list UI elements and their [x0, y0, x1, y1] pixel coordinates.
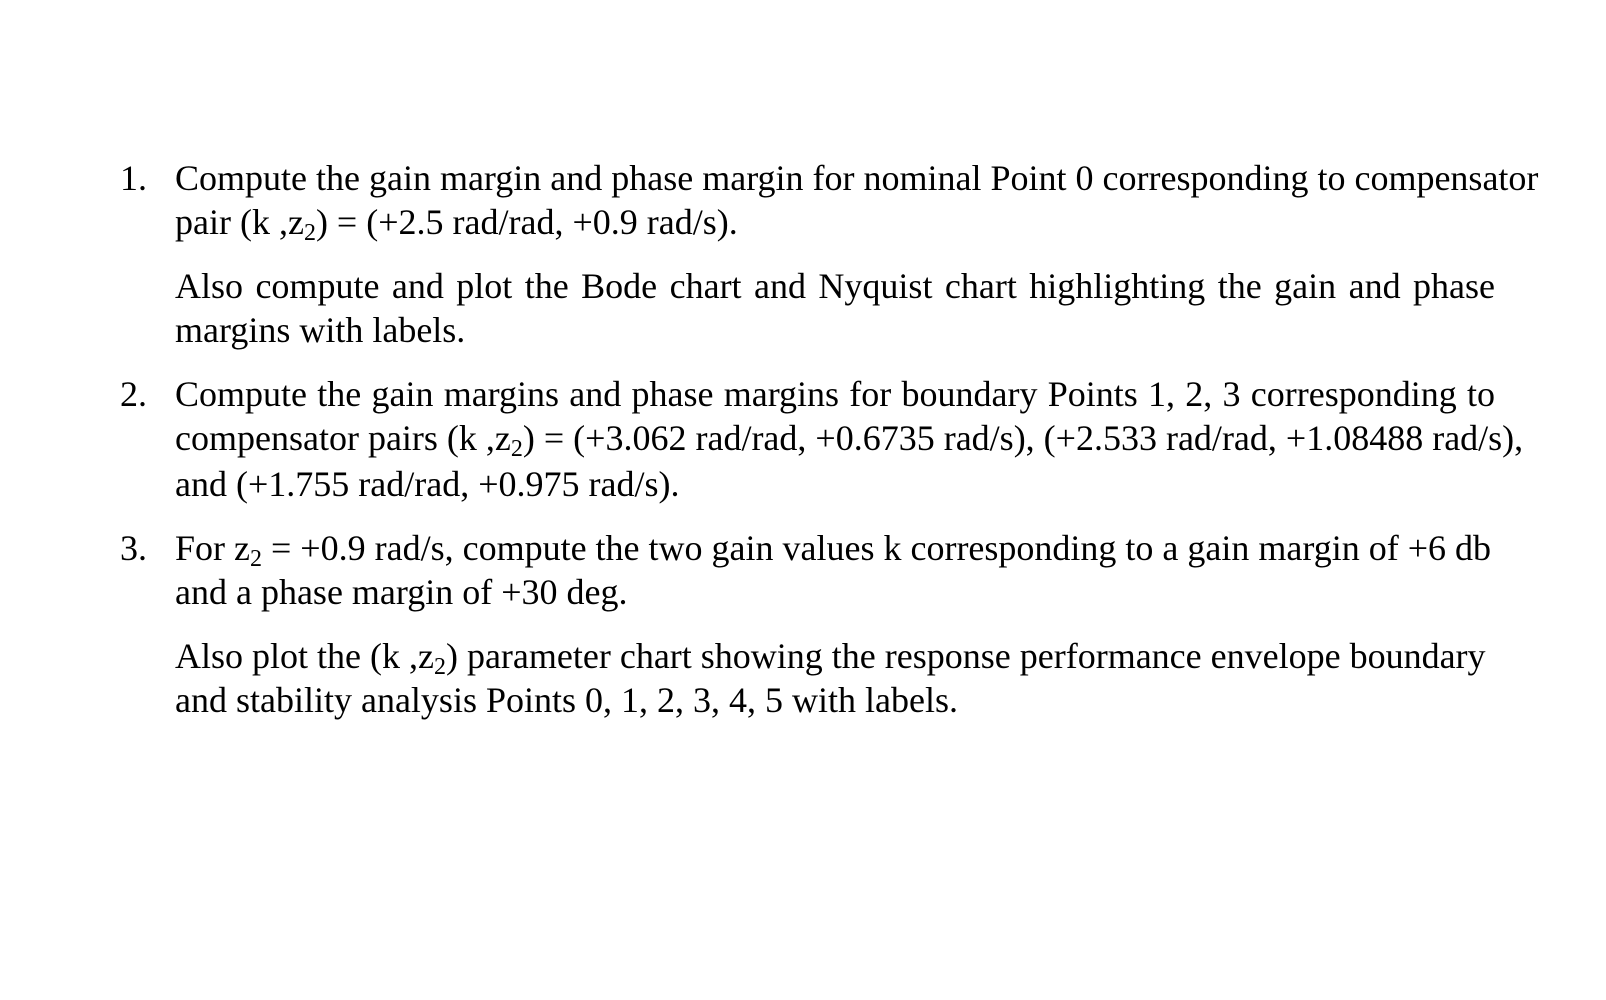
item-1-number: 1. [120, 158, 147, 198]
item-1-pair-values: ) = (+2.5 rad/rad, +0.9 rad/s). [315, 202, 738, 242]
item-2-line-1: Compute the gain margins and phase margins for boundary Points 1, 2, 3 corresponding to [175, 374, 1495, 414]
item-3-extra-line-2: and stability analysis Points 0, 1, 2, 3, 4, 5 with labels. [175, 680, 958, 720]
item-2-pairs-prefix: compensator pairs (k ,z [175, 418, 511, 458]
item-2-pairs-values: ) = (+3.062 rad/rad, +0.6735 rad/s), (+2.533 rad/rad, +1.08488 rad/s), [522, 418, 1524, 458]
item-3-extra-prefix: Also plot the (k ,z [175, 636, 434, 676]
item-1-extra-line-2: margins with labels. [175, 310, 466, 350]
item-1-line-2 [175, 200, 1495, 244]
item-3-line-2: and a phase margin of +30 deg. [175, 572, 628, 612]
item-3-extra-line-1 [175, 634, 1495, 678]
item-2-subscript: 2 [510, 436, 523, 462]
item-3-line-1-rest: = +0.9 rad/s, compute the two gain values k corresponding to a gain margin of +6 db [262, 528, 1491, 568]
item-2-number: 2. [120, 374, 147, 414]
item-3-number: 3. [120, 528, 147, 568]
item-1-pair-prefix: pair (k ,z [175, 202, 304, 242]
item-3-subscript: 2 [250, 546, 262, 572]
item-2-line-3: and (+1.755 rad/rad, +0.975 rad/s). [175, 464, 680, 504]
item-2-line-2 [175, 416, 1524, 462]
item-3-extra-subscript: 2 [433, 654, 446, 680]
item-3-line-1 [175, 526, 1495, 570]
item-3-extra-rest: ) parameter chart showing the response performance envelope boundary [445, 636, 1486, 676]
item-3-z-prefix: For z [175, 528, 250, 568]
item-1-subscript: 2 [303, 220, 316, 246]
item-1-extra-line-1: Also compute and plot the Bode chart and Nyquist chart highlighting the gain and phase [175, 266, 1495, 306]
item-1-line-1: Compute the gain margin and phase margin for nominal Point 0 corresponding to compensator [175, 158, 1539, 198]
